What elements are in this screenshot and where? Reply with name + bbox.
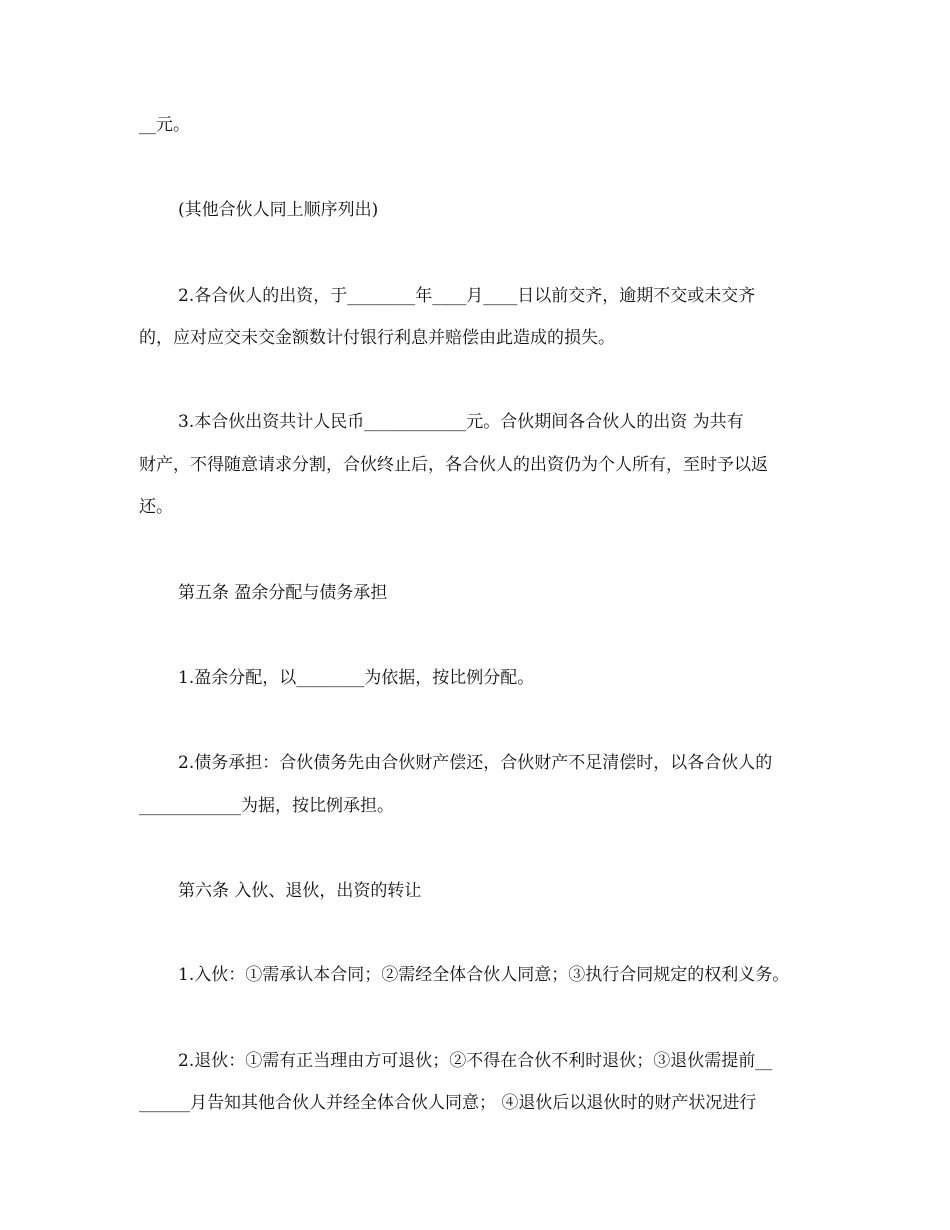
text-line: ______月告知其他合伙人并经全体合伙人同意； ④退伙后以退伙时的财产状况进行 <box>139 1093 757 1113</box>
text-line: 的，应对应交未交金额数计付银行利息并赔偿由此造成的损失。 <box>139 328 615 348</box>
text-line: 3.本合伙出资共计人民币____________元。合伙期间各合伙人的出资 为共有 <box>178 412 744 432</box>
text-line: 2.债务承担：合伙债务先由合伙财产偿还，合伙财产不足清偿时，以各合伙人的 <box>178 753 773 773</box>
text-line: ____________为据，按比例承担。 <box>139 796 394 816</box>
text-line: 2.退伙：①需有正当理由方可退伙；②不得在合伙不利时退伙；③退伙需提前__ <box>178 1051 773 1071</box>
text-line: (其他合伙人同上顺序列出) <box>178 200 379 220</box>
text-line: 1.盈余分配，以________为依据，按比例分配。 <box>178 668 535 688</box>
section-heading: 第六条 入伙、退伙，出资的转让 <box>178 881 422 901</box>
section-heading: 第五条 盈余分配与债务承担 <box>178 583 388 603</box>
text-line: 财产，不得随意请求分割，合伙终止后，各合伙人的出资仍为个人所有，至时予以返 <box>139 455 768 475</box>
text-line: __元。 <box>139 115 190 135</box>
text-line: 还。 <box>139 497 173 517</box>
text-line: 1.入伙：①需承认本合同；②需经全体合伙人同意；③执行合同规定的权利义务。 <box>178 965 790 985</box>
text-line: 2.各合伙人的出资，于________年____月____日以前交齐，逾期不交或未交齐 <box>178 286 756 306</box>
